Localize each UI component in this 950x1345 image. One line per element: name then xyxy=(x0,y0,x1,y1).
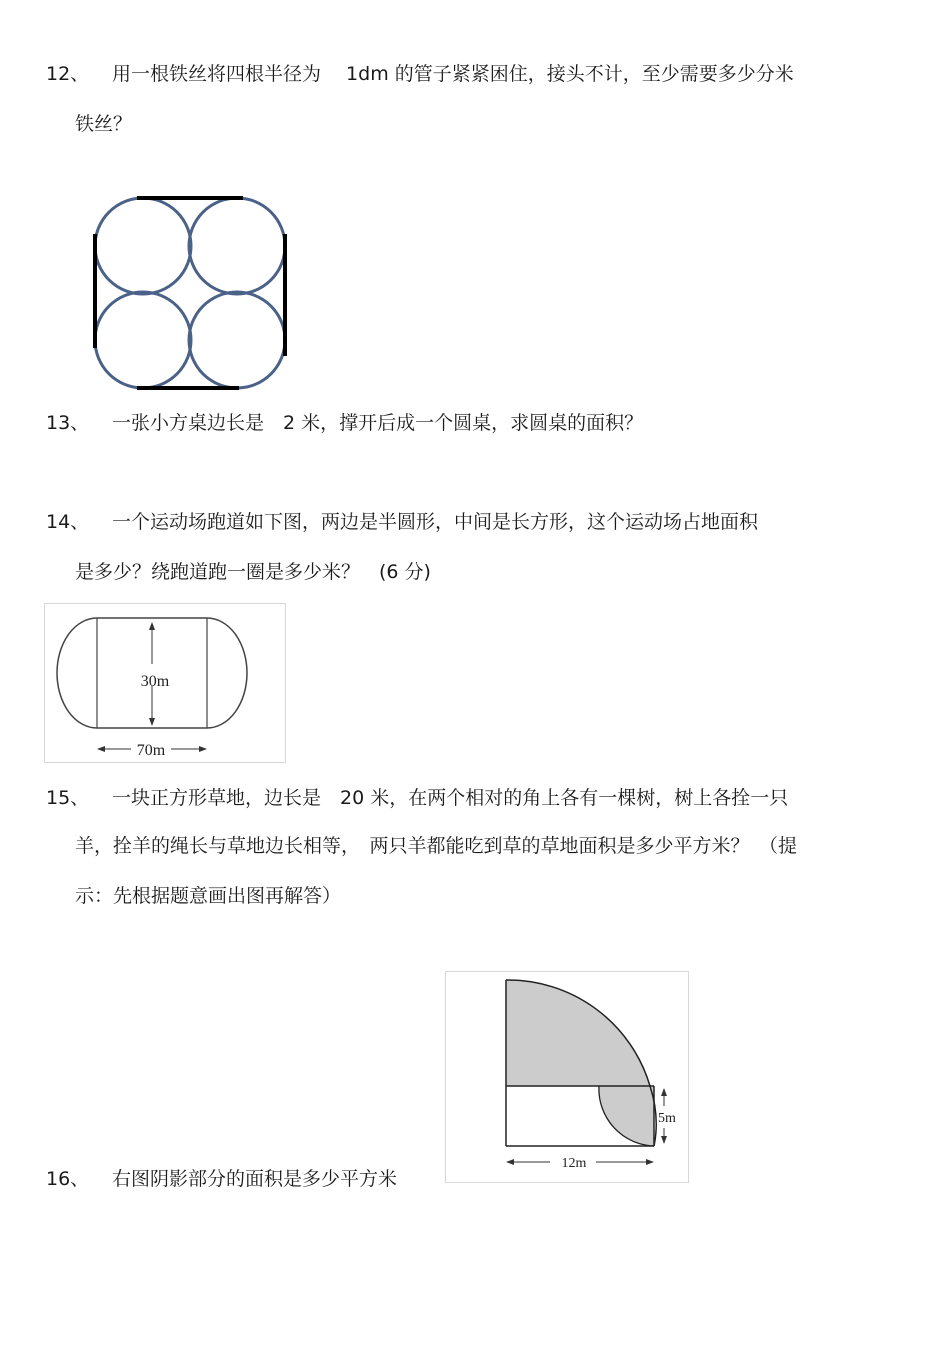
q14-text-line2: 是多少？绕跑道跑一圈是多少米？ (6 分) xyxy=(75,561,431,583)
four-pipes-figure xyxy=(85,190,300,400)
left-arrow-icon xyxy=(506,1159,514,1165)
right-arrow-icon xyxy=(646,1159,654,1165)
up-arrow-icon xyxy=(661,1088,667,1096)
right-arrow-icon xyxy=(199,746,207,752)
down-arrow-icon xyxy=(661,1136,667,1144)
q15-text-line1: 一块正方形草地，边长是 20 米，在两个相对的角上各有一棵树，树上各拴一只 xyxy=(112,787,789,809)
down-arrow-icon xyxy=(149,718,155,726)
q14-number: 14、 xyxy=(46,511,90,533)
pipe-circle-bottom-right xyxy=(189,292,285,388)
figure-height-label: 5m xyxy=(658,1111,676,1126)
q15-text-line3: 示：先根据题意画出图再解答） xyxy=(75,885,342,907)
track-width-label: 70m xyxy=(136,742,166,759)
q15-text-line2: 羊，拴羊的绳长与草地边长相等， 两只羊都能吃到草的草地面积是多少平方米？ （提 xyxy=(75,835,798,857)
q16-text-line1: 右图阴影部分的面积是多少平方米 xyxy=(112,1168,398,1190)
q13-text-line1: 一张小方桌边长是 2 米，撑开后成一个圆桌，求圆桌的面积？ xyxy=(112,412,644,434)
pipe-circle-bottom-left xyxy=(95,292,191,388)
left-arrow-icon xyxy=(97,746,105,752)
quarter-circle-shade xyxy=(506,980,650,1086)
q12-text-line1: 用一根铁丝将四根半径为 1dm 的管子紧紧困住，接头不计，至少需要多少分米 xyxy=(112,63,794,85)
track-figure xyxy=(44,603,286,763)
figure-width-label: 12m xyxy=(561,1156,587,1171)
q13-number: 13、 xyxy=(46,412,90,434)
q14-text-line1: 一个运动场跑道如下图，两边是半圆形，中间是长方形，这个运动场占地面积 xyxy=(112,511,759,533)
small-arc-shade xyxy=(599,1086,654,1146)
q15-number: 15、 xyxy=(46,787,90,809)
q12-text-line2: 铁丝？ xyxy=(75,113,133,135)
pipe-circle-top-left xyxy=(95,198,191,294)
q16-number: 16、 xyxy=(46,1168,90,1190)
q12-number: 12、 xyxy=(46,63,90,85)
pipe-circle-top-right xyxy=(189,198,285,294)
shaded-area-figure xyxy=(445,971,689,1183)
up-arrow-icon xyxy=(149,622,155,630)
track-height-label: 30m xyxy=(140,673,170,690)
